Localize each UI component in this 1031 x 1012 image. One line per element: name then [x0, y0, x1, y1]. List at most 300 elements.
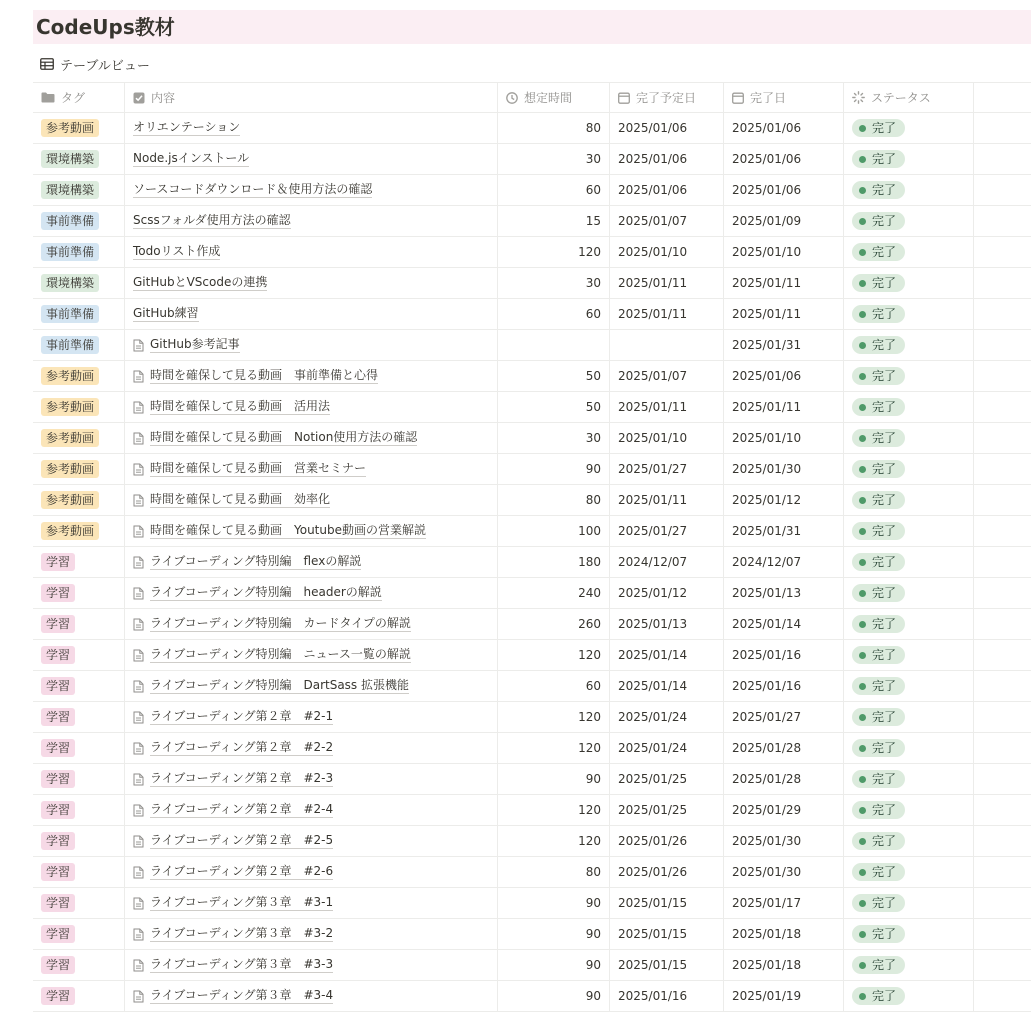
done-date-value: 2025/01/18 — [732, 958, 802, 972]
hours-cell[interactable] — [497, 764, 609, 794]
hours-value: 15 — [585, 214, 601, 228]
status-cell[interactable] — [843, 795, 973, 825]
status-cell[interactable] — [843, 206, 973, 236]
hours-cell[interactable] — [497, 206, 609, 236]
tag-cell[interactable] — [33, 578, 124, 608]
content-cell[interactable] — [124, 919, 497, 949]
tag-cell[interactable] — [33, 764, 124, 794]
status-badge — [852, 336, 905, 354]
hours-cell[interactable] — [497, 919, 609, 949]
table-row[interactable] — [33, 144, 1031, 175]
content-cell[interactable] — [124, 578, 497, 608]
done-date-cell[interactable] — [723, 485, 843, 515]
content-cell[interactable] — [124, 857, 497, 887]
status-cell[interactable] — [843, 330, 973, 360]
row-title-link[interactable]: Todoリスト作成 — [133, 244, 221, 258]
status-dot-icon — [859, 962, 866, 969]
hours-value: 240 — [578, 586, 601, 600]
done-date-cell[interactable] — [723, 578, 843, 608]
hours-cell[interactable] — [497, 826, 609, 856]
status-cell[interactable] — [843, 237, 973, 267]
content-cell[interactable] — [124, 361, 497, 391]
done-date-cell[interactable] — [723, 826, 843, 856]
row-title-link[interactable]: ライブコーディング第２章 #2-5 — [150, 833, 334, 847]
status-cell[interactable] — [843, 175, 973, 205]
status-badge — [852, 398, 905, 416]
table-row[interactable] — [33, 826, 1031, 857]
table-row[interactable] — [33, 857, 1031, 888]
status-badge — [852, 522, 905, 540]
table-row[interactable] — [33, 981, 1031, 1012]
table-row[interactable] — [33, 764, 1031, 795]
due-date-cell[interactable] — [609, 175, 723, 205]
status-cell[interactable] — [843, 764, 973, 794]
row-title-link[interactable]: 時間を確保して見る動画 Notion使用方法の確認 — [150, 430, 418, 444]
hours-value: 60 — [585, 679, 601, 693]
status-cell[interactable] — [843, 888, 973, 918]
content-cell[interactable] — [124, 950, 497, 980]
hours-cell[interactable] — [497, 547, 609, 577]
tag-cell[interactable] — [33, 485, 124, 515]
tag-cell[interactable] — [33, 733, 124, 763]
done-date-value: 2025/01/17 — [732, 896, 802, 910]
due-date-cell[interactable] — [609, 919, 723, 949]
done-date-cell[interactable] — [723, 330, 843, 360]
status-cell[interactable] — [843, 733, 973, 763]
due-date-cell[interactable] — [609, 113, 723, 143]
status-dot-icon — [859, 776, 866, 783]
column-header-hours[interactable] — [497, 83, 609, 112]
done-date-cell[interactable] — [723, 268, 843, 298]
status-cell[interactable] — [843, 516, 973, 546]
table-row[interactable] — [33, 454, 1031, 485]
table-row[interactable] — [33, 640, 1031, 671]
column-header-content[interactable] — [124, 83, 497, 112]
status-cell[interactable] — [843, 640, 973, 670]
due-date-cell[interactable] — [609, 950, 723, 980]
hours-cell[interactable] — [497, 516, 609, 546]
folder-icon — [41, 92, 55, 103]
hours-cell[interactable] — [497, 733, 609, 763]
status-cell[interactable] — [843, 826, 973, 856]
due-date-cell[interactable] — [609, 330, 723, 360]
done-date-cell[interactable] — [723, 671, 843, 701]
tag-cell[interactable] — [33, 547, 124, 577]
due-date-value: 2025/01/07 — [618, 214, 688, 228]
status-cell[interactable] — [843, 578, 973, 608]
content-cell[interactable] — [124, 764, 497, 794]
status-cell[interactable] — [843, 547, 973, 577]
tag-cell[interactable] — [33, 175, 124, 205]
status-badge — [852, 150, 905, 168]
tag-cell[interactable] — [33, 454, 124, 484]
hours-cell[interactable] — [497, 330, 609, 360]
tag-cell[interactable] — [33, 640, 124, 670]
hours-cell[interactable] — [497, 423, 609, 453]
hours-cell[interactable] — [497, 361, 609, 391]
status-cell[interactable] — [843, 702, 973, 732]
tag-cell[interactable] — [33, 268, 124, 298]
tag-badge: 参考動画 — [41, 460, 99, 478]
table-row[interactable] — [33, 206, 1031, 237]
table-row[interactable] — [33, 330, 1031, 361]
done-date-cell[interactable] — [723, 857, 843, 887]
table-row[interactable] — [33, 237, 1031, 268]
tag-cell[interactable] — [33, 361, 124, 391]
content-cell[interactable] — [124, 454, 497, 484]
content-cell[interactable] — [124, 206, 497, 236]
status-dot-icon — [859, 745, 866, 752]
row-title-link[interactable]: オリエンテーション — [133, 120, 241, 134]
tag-cell[interactable] — [33, 237, 124, 267]
due-date-cell[interactable] — [609, 795, 723, 825]
tag-cell[interactable] — [33, 516, 124, 546]
content-cell[interactable] — [124, 237, 497, 267]
column-header-done-date[interactable] — [723, 83, 843, 112]
status-label: 完了 — [872, 617, 897, 631]
hours-cell[interactable] — [497, 144, 609, 174]
table-row[interactable] — [33, 950, 1031, 981]
hours-cell[interactable] — [497, 237, 609, 267]
done-date-cell[interactable] — [723, 423, 843, 453]
done-date-cell[interactable] — [723, 175, 843, 205]
table-row[interactable] — [33, 299, 1031, 330]
content-cell[interactable] — [124, 423, 497, 453]
page-icon — [133, 804, 144, 817]
table-row[interactable] — [33, 578, 1031, 609]
table-row[interactable] — [33, 609, 1031, 640]
done-date-cell[interactable] — [723, 454, 843, 484]
due-date-cell[interactable] — [609, 857, 723, 887]
hours-cell[interactable] — [497, 299, 609, 329]
status-label: 完了 — [872, 400, 897, 414]
row-title-link[interactable]: 時間を確保して見る動画 営業セミナー — [150, 461, 367, 475]
done-date-cell[interactable] — [723, 206, 843, 236]
empty-cell — [973, 950, 1031, 980]
due-date-value: 2024/12/07 — [618, 555, 688, 569]
hours-cell[interactable] — [497, 175, 609, 205]
row-title-link[interactable]: Node.jsインストール — [133, 151, 250, 165]
row-title-link[interactable]: ライブコーディング第３章 #3-3 — [150, 957, 334, 971]
done-date-cell[interactable] — [723, 237, 843, 267]
row-title-link[interactable]: ライブコーディング第３章 #3-4 — [150, 988, 334, 1002]
status-label: 完了 — [872, 214, 897, 228]
row-title-link[interactable]: ライブコーディング第２章 #2-2 — [150, 740, 334, 754]
status-cell[interactable] — [843, 919, 973, 949]
status-cell[interactable] — [843, 268, 973, 298]
column-header-status[interactable] — [843, 83, 973, 112]
row-title-link[interactable]: GitHub参考記事 — [150, 337, 240, 351]
row-title-link[interactable]: ライブコーディング特別編 カードタイプの解説 — [150, 616, 411, 630]
content-cell[interactable] — [124, 299, 497, 329]
table-row[interactable] — [33, 423, 1031, 454]
status-label: 完了 — [872, 710, 897, 724]
status-cell[interactable] — [843, 299, 973, 329]
done-date-cell[interactable] — [723, 733, 843, 763]
done-date-cell[interactable] — [723, 113, 843, 143]
tab-table-view[interactable] — [40, 54, 150, 74]
status-cell[interactable] — [843, 113, 973, 143]
row-title-link[interactable]: 時間を確保して見る動画 活用法 — [150, 399, 331, 413]
hours-cell[interactable] — [497, 795, 609, 825]
table-row[interactable] — [33, 795, 1031, 826]
hours-cell[interactable] — [497, 485, 609, 515]
due-date-cell[interactable] — [609, 268, 723, 298]
row-title-link[interactable]: ライブコーディング特別編 flexの解説 — [150, 554, 362, 568]
row-title-link[interactable]: 時間を確保して見る動画 効率化 — [150, 492, 331, 506]
due-date-cell[interactable] — [609, 144, 723, 174]
hours-cell[interactable] — [497, 950, 609, 980]
row-title-link[interactable]: ライブコーディング第３章 #3-1 — [150, 895, 334, 909]
content-cell[interactable] — [124, 547, 497, 577]
column-header-tag[interactable] — [33, 83, 124, 112]
tag-badge: 学習 — [41, 925, 75, 943]
table-row[interactable] — [33, 702, 1031, 733]
due-date-cell[interactable] — [609, 640, 723, 670]
done-date-cell[interactable] — [723, 702, 843, 732]
done-date-cell[interactable] — [723, 981, 843, 1011]
tag-cell[interactable] — [33, 392, 124, 422]
table-row[interactable] — [33, 516, 1031, 547]
status-badge — [852, 429, 905, 447]
status-label: 完了 — [872, 152, 897, 166]
due-date-cell[interactable] — [609, 671, 723, 701]
done-date-cell[interactable] — [723, 609, 843, 639]
content-cell[interactable] — [124, 485, 497, 515]
hours-cell[interactable] — [497, 392, 609, 422]
hours-cell[interactable] — [497, 702, 609, 732]
done-date-cell[interactable] — [723, 392, 843, 422]
status-label: 完了 — [872, 586, 897, 600]
tag-cell[interactable] — [33, 423, 124, 453]
content-cell[interactable] — [124, 609, 497, 639]
tag-cell[interactable] — [33, 857, 124, 887]
content-cell[interactable] — [124, 516, 497, 546]
page-icon — [133, 494, 144, 507]
due-date-cell[interactable] — [609, 206, 723, 236]
done-date-cell[interactable] — [723, 640, 843, 670]
content-cell[interactable] — [124, 888, 497, 918]
empty-cell — [973, 702, 1031, 732]
table-row[interactable] — [33, 888, 1031, 919]
tag-cell[interactable] — [33, 330, 124, 360]
due-date-cell[interactable] — [609, 826, 723, 856]
tag-cell[interactable] — [33, 702, 124, 732]
content-cell[interactable] — [124, 144, 497, 174]
tag-cell[interactable] — [33, 113, 124, 143]
due-date-value: 2025/01/11 — [618, 307, 688, 321]
tag-cell[interactable] — [33, 144, 124, 174]
due-date-value: 2025/01/12 — [618, 586, 688, 600]
tag-cell[interactable] — [33, 206, 124, 236]
row-title-link[interactable]: ライブコーディング特別編 DartSass 拡張機能 — [150, 678, 410, 692]
content-cell[interactable] — [124, 175, 497, 205]
status-dot-icon — [859, 497, 866, 504]
column-label: ステータス — [871, 91, 931, 105]
tag-cell[interactable] — [33, 888, 124, 918]
content-cell[interactable] — [124, 113, 497, 143]
table-row[interactable] — [33, 392, 1031, 423]
tag-cell[interactable] — [33, 919, 124, 949]
tag-cell[interactable] — [33, 826, 124, 856]
content-cell[interactable] — [124, 330, 497, 360]
due-date-value: 2025/01/15 — [618, 896, 688, 910]
status-cell[interactable] — [843, 454, 973, 484]
tag-cell[interactable] — [33, 609, 124, 639]
hours-value: 30 — [585, 276, 601, 290]
status-cell[interactable] — [843, 392, 973, 422]
hours-cell[interactable] — [497, 857, 609, 887]
table-row[interactable] — [33, 547, 1031, 578]
hours-cell[interactable] — [497, 671, 609, 701]
due-date-value: 2025/01/14 — [618, 679, 688, 693]
status-cell[interactable] — [843, 361, 973, 391]
hours-cell[interactable] — [497, 268, 609, 298]
done-date-cell[interactable] — [723, 144, 843, 174]
table-header — [33, 82, 1031, 113]
table-row[interactable] — [33, 485, 1031, 516]
column-header-due-date[interactable] — [609, 83, 723, 112]
status-cell[interactable] — [843, 981, 973, 1011]
due-date-value: 2025/01/27 — [618, 462, 688, 476]
row-title-link[interactable]: ライブコーディング特別編 headerの解説 — [150, 585, 382, 599]
status-dot-icon — [859, 869, 866, 876]
status-cell[interactable] — [843, 671, 973, 701]
row-title-link[interactable]: ライブコーディング第２章 #2-4 — [150, 802, 334, 816]
status-dot-icon — [859, 187, 866, 194]
status-dot-icon — [859, 931, 866, 938]
due-date-cell[interactable] — [609, 888, 723, 918]
content-cell[interactable] — [124, 795, 497, 825]
table-row[interactable] — [33, 919, 1031, 950]
content-cell[interactable] — [124, 981, 497, 1011]
row-title-link[interactable]: 時間を確保して見る動画 事前準備と心得 — [150, 368, 379, 382]
tag-badge: 学習 — [41, 956, 75, 974]
table-row[interactable] — [33, 361, 1031, 392]
done-date-cell[interactable] — [723, 299, 843, 329]
due-date-cell[interactable] — [609, 764, 723, 794]
content-cell[interactable] — [124, 733, 497, 763]
table-row[interactable] — [33, 175, 1031, 206]
done-date-value: 2025/01/29 — [732, 803, 802, 817]
row-title-link[interactable]: 時間を確保して見る動画 Youtube動画の営業解説 — [150, 523, 426, 537]
status-dot-icon — [859, 714, 866, 721]
tag-badge: 学習 — [41, 832, 75, 850]
due-date-cell[interactable] — [609, 485, 723, 515]
due-date-value: 2025/01/06 — [618, 152, 688, 166]
hours-cell[interactable] — [497, 609, 609, 639]
done-date-cell[interactable] — [723, 795, 843, 825]
hours-cell[interactable] — [497, 113, 609, 143]
row-title-link[interactable]: ソースコードダウンロード＆使用方法の確認 — [133, 182, 373, 196]
hours-cell[interactable] — [497, 981, 609, 1011]
tag-cell[interactable] — [33, 950, 124, 980]
done-date-cell[interactable] — [723, 547, 843, 577]
status-badge — [852, 305, 905, 323]
row-title-link[interactable]: ライブコーディング第２章 #2-6 — [150, 864, 334, 878]
hours-value: 50 — [585, 369, 601, 383]
due-date-cell[interactable] — [609, 578, 723, 608]
done-date-cell[interactable] — [723, 950, 843, 980]
done-date-cell[interactable] — [723, 764, 843, 794]
status-cell[interactable] — [843, 857, 973, 887]
due-date-cell[interactable] — [609, 392, 723, 422]
row-title-link[interactable]: ライブコーディング第２章 #2-3 — [150, 771, 334, 785]
status-cell[interactable] — [843, 144, 973, 174]
content-cell[interactable] — [124, 392, 497, 422]
row-title-link[interactable]: ライブコーディング第３章 #3-2 — [150, 926, 334, 940]
content-cell[interactable] — [124, 640, 497, 670]
table-row[interactable] — [33, 113, 1031, 144]
due-date-cell[interactable] — [609, 423, 723, 453]
due-date-cell[interactable] — [609, 299, 723, 329]
page-icon — [133, 866, 144, 879]
hours-cell[interactable] — [497, 888, 609, 918]
done-date-cell[interactable] — [723, 361, 843, 391]
row-title-link[interactable]: GitHubとVScodeの連携 — [133, 275, 268, 289]
done-date-cell[interactable] — [723, 888, 843, 918]
tag-badge: 環境構築 — [41, 274, 99, 292]
content-cell[interactable] — [124, 826, 497, 856]
due-date-value: 2025/01/13 — [618, 617, 688, 631]
tag-cell[interactable] — [33, 795, 124, 825]
hours-cell[interactable] — [497, 640, 609, 670]
row-title-link[interactable]: Scssフォルダ使用方法の確認 — [133, 213, 291, 227]
row-title-link[interactable]: GitHub練習 — [133, 306, 199, 320]
content-cell[interactable] — [124, 702, 497, 732]
title-banner — [33, 10, 1031, 44]
hours-cell[interactable] — [497, 578, 609, 608]
empty-cell — [973, 330, 1031, 360]
due-date-cell[interactable] — [609, 237, 723, 267]
status-cell[interactable] — [843, 609, 973, 639]
status-dot-icon — [859, 900, 866, 907]
due-date-cell[interactable] — [609, 454, 723, 484]
status-cell[interactable] — [843, 950, 973, 980]
done-date-cell[interactable] — [723, 919, 843, 949]
checkbox-icon — [133, 92, 145, 104]
content-cell[interactable] — [124, 671, 497, 701]
done-date-cell[interactable] — [723, 516, 843, 546]
row-title-link[interactable]: ライブコーディング第２章 #2-1 — [150, 709, 334, 723]
table-row[interactable] — [33, 733, 1031, 764]
table-row[interactable] — [33, 671, 1031, 702]
due-date-cell[interactable] — [609, 981, 723, 1011]
tag-cell[interactable] — [33, 671, 124, 701]
content-cell[interactable] — [124, 268, 497, 298]
status-dot-icon — [859, 373, 866, 380]
due-date-cell[interactable] — [609, 733, 723, 763]
due-date-cell[interactable] — [609, 547, 723, 577]
row-title-link[interactable]: ライブコーディング特別編 ニュース一覧の解説 — [150, 647, 411, 661]
done-date-value: 2024/12/07 — [732, 555, 802, 569]
due-date-cell[interactable] — [609, 361, 723, 391]
due-date-cell[interactable] — [609, 516, 723, 546]
tag-cell[interactable] — [33, 981, 124, 1011]
tag-cell[interactable] — [33, 299, 124, 329]
done-date-value: 2025/01/11 — [732, 307, 802, 321]
due-date-cell[interactable] — [609, 702, 723, 732]
hours-value: 120 — [578, 741, 601, 755]
status-cell[interactable] — [843, 485, 973, 515]
status-cell[interactable] — [843, 423, 973, 453]
hours-value: 60 — [585, 183, 601, 197]
hours-cell[interactable] — [497, 454, 609, 484]
due-date-cell[interactable] — [609, 609, 723, 639]
empty-cell — [973, 578, 1031, 608]
table-row[interactable] — [33, 268, 1031, 299]
empty-cell — [973, 826, 1031, 856]
